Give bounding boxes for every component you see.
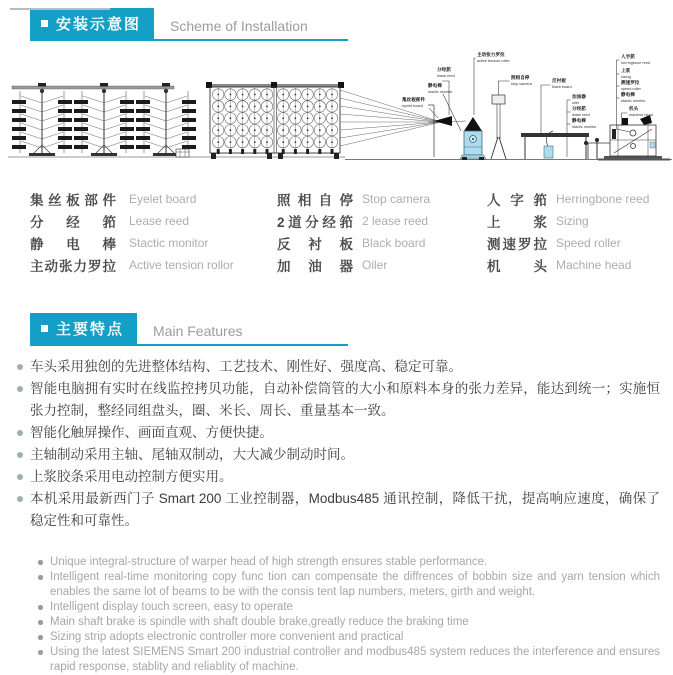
- label-eyelet-board: 集丝板部件: [402, 97, 425, 102]
- bullet-icon: [38, 560, 43, 565]
- glossary-term-en: Active tension rollor: [129, 258, 234, 272]
- label-sizing: 上浆: [621, 68, 631, 73]
- glossary-term-zh: 照相自停: [277, 193, 353, 208]
- glossary-row: [277, 210, 487, 232]
- glossary-row: [30, 254, 277, 276]
- glossary-term-zh: 测速罗拉: [487, 237, 547, 252]
- page-top-edge: [10, 8, 110, 10]
- bullet-icon: [38, 650, 43, 655]
- glossary-row: [277, 188, 487, 210]
- glossary-term-zh: 2道分经筘: [277, 215, 353, 230]
- square-bullet-icon: [41, 325, 48, 332]
- svg-text:sizing: sizing: [621, 75, 631, 79]
- label-oiler: 加油器: [572, 94, 586, 99]
- svg-text:oiler: oiler: [572, 101, 580, 105]
- svg-text:lease reed: lease reed: [572, 113, 590, 117]
- glossary-column-3: [487, 188, 673, 276]
- glossary-row: [487, 254, 673, 276]
- feature-item-zh: [30, 488, 660, 532]
- glossary-column-2: [277, 188, 487, 276]
- bullet-icon: [17, 430, 23, 436]
- glossary-term-zh: 分经筘: [30, 215, 116, 230]
- glossary-term-en: Oiler: [362, 258, 388, 272]
- installation-title-en: Scheme of Installation: [170, 18, 308, 34]
- bullet-icon: [17, 474, 23, 480]
- label-active-tension-roller: 主动张力罗拉: [477, 52, 505, 57]
- features-title-zh: [30, 313, 137, 344]
- glossary-row: [30, 188, 277, 210]
- label-static-head: 静电棒: [621, 92, 635, 97]
- lease-reed-stand: [595, 138, 599, 159]
- features-title-zh-text: 主要特点: [56, 321, 125, 338]
- feature-item-en: [50, 570, 660, 600]
- glossary-term-en: 2 lease reed: [362, 214, 429, 228]
- bullet-icon: [17, 364, 23, 370]
- svg-text:lease reed: lease reed: [437, 74, 455, 78]
- label-static-right: 静电棒: [572, 118, 586, 123]
- feature-item-en: [50, 630, 660, 645]
- installation-title-zh-text: 安装示意图: [56, 16, 142, 33]
- feature-text: Sizing strip adopts electronic controller more convenient and practical: [50, 631, 404, 643]
- bobbin-grid: [213, 88, 338, 154]
- bobbin-frame-group: [206, 82, 344, 159]
- svg-text:machine head: machine head: [629, 113, 653, 117]
- glossary-row: [487, 210, 673, 232]
- feature-item-en: [50, 555, 660, 570]
- installation-section-header: [30, 8, 348, 41]
- active-tension-roller-unit: [460, 117, 486, 160]
- feature-item-zh: [30, 422, 660, 444]
- glossary-term-zh: 静电棒: [30, 237, 116, 252]
- yarn-threads: [340, 90, 441, 146]
- feature-item-zh: [30, 466, 660, 488]
- feature-text: 智能化触屏操作、画面直观、方便快捷。: [30, 425, 273, 440]
- glossary-row: [277, 254, 487, 276]
- glossary-term-en: Black board: [362, 236, 426, 250]
- svg-text:eyelet board: eyelet board: [402, 104, 423, 108]
- label-lease-reed-right: 分经筘: [572, 106, 586, 111]
- label-stop-camera: 照相自停: [511, 75, 530, 80]
- svg-text:herringbone reed: herringbone reed: [621, 61, 650, 65]
- glossary-row: [277, 232, 487, 254]
- svg-text:stactic monitor: stactic monitor: [621, 99, 646, 103]
- glossary-term-en: Machine head: [556, 258, 632, 272]
- control-box: [176, 149, 189, 157]
- features-title-en: Main Features: [153, 323, 243, 339]
- features-list-en: [50, 555, 660, 675]
- glossary-term-zh: 集丝板部件: [30, 193, 116, 208]
- eyelet-board-part: [428, 105, 452, 157]
- label-black-board: 反衬板: [552, 78, 566, 83]
- bullet-icon: [38, 635, 43, 640]
- bullet-icon: [17, 452, 23, 458]
- glossary-term-zh: 机头: [487, 259, 547, 274]
- features-list-zh: [30, 356, 660, 532]
- glossary-row: [30, 210, 277, 232]
- label-machine-head: 机头: [629, 106, 639, 111]
- svg-text:active tension roller: active tension roller: [477, 59, 510, 63]
- feature-text: 主轴制动采用主轴、尾轴双制动，大大减少制动时间。: [30, 447, 354, 462]
- feature-item-zh: [30, 378, 660, 422]
- feature-text: 上浆胶条采用电动控制方便实用。: [30, 469, 233, 484]
- bullet-icon: [38, 605, 43, 610]
- bullet-icon: [38, 575, 43, 580]
- svg-text:speed roller: speed roller: [621, 87, 641, 91]
- feature-text: 本机采用最新西门子 Smart 200 工业控制器，Modbus485 通讯控制，降低干扰，提高响应速度，确保了稳定性和可靠性。: [30, 491, 660, 528]
- feature-text: Intelligent real-time monitoring copy func tion can compensate the diffrences of bobbin size and yarn tension which enables the same lot of beams to be with the consis tent lap numbers, meters, girth and weight.: [50, 571, 660, 598]
- glossary-term-zh: 人字筘: [487, 193, 547, 208]
- label-static-left: 静电棒: [428, 83, 442, 88]
- glossary-term-zh: 主动张力罗拉: [30, 259, 116, 274]
- glossary-table: [30, 188, 673, 276]
- bullet-icon: [17, 496, 23, 502]
- features-section-header: [30, 313, 348, 346]
- glossary-row: [487, 188, 673, 210]
- glossary-term-zh: 加油器: [277, 259, 353, 274]
- feature-text: Main shaft brake is spindle with shaft double brake,greatly reduce the braking time: [50, 616, 469, 628]
- label-speed-roller: 测速罗拉: [621, 80, 640, 85]
- diagram-labels: [402, 51, 653, 129]
- leader-lines: [429, 58, 630, 157]
- glossary-term-zh: 上浆: [487, 215, 547, 230]
- feature-text: 车头采用独创的先进整体结构、工艺技术、刚性好、强度高、稳定可靠。: [30, 359, 462, 374]
- square-bullet-icon: [41, 20, 48, 27]
- stop-camera-stand: [491, 95, 506, 159]
- bullet-icon: [38, 620, 43, 625]
- label-herringbone-reed: 人字筘: [621, 54, 635, 59]
- machine-head-group: [584, 115, 662, 159]
- feature-text: Unique integral-structure of warper head of high strength ensures stable performance.: [50, 556, 488, 568]
- installation-title-zh: [30, 8, 154, 39]
- svg-text:stactic monitor: stactic monitor: [572, 125, 597, 129]
- glossary-column-1: [30, 188, 277, 276]
- feature-item-en: [50, 600, 660, 615]
- blackboard-table: [521, 133, 589, 159]
- ground-lines: [8, 157, 672, 160]
- feature-item-en: [50, 645, 660, 675]
- feature-text: 智能电脑拥有实时在线监控拷贝功能，自动补偿筒管的大小和原料本身的张力差异，能达到统一；实施恒张力控制，整经同组盘头，圈、米长、周长、重量基本一致。: [30, 381, 660, 418]
- glossary-term-en: Sizing: [556, 214, 589, 228]
- glossary-term-en: Stop camera: [362, 192, 431, 206]
- glossary-term-zh: 反衬板: [277, 237, 353, 252]
- svg-text:black board: black board: [552, 85, 572, 89]
- bullet-icon: [17, 386, 23, 392]
- feature-text: Intelligent display touch screen, easy to operate: [50, 601, 293, 613]
- glossary-term-en: Stactic monitor: [129, 236, 209, 250]
- glossary-term-en: Herringbone reed: [556, 192, 650, 206]
- glossary-row: [30, 232, 277, 254]
- svg-text:stop camera: stop camera: [511, 82, 532, 86]
- installation-diagram: [0, 45, 673, 185]
- glossary-row: [487, 232, 673, 254]
- label-lease-reed-left: 分经筘: [437, 67, 451, 72]
- glossary-term-en: Eyelet board: [129, 192, 197, 206]
- feature-item-zh: [30, 356, 660, 378]
- creel-group: [12, 83, 196, 156]
- svg-text:stactic monitor: stactic monitor: [428, 90, 453, 94]
- glossary-term-en: Speed roller: [556, 236, 621, 250]
- feature-item-en: [50, 615, 660, 630]
- feature-text: Using the latest SIEMENS Smart 200 industrial controller and modbus485 system reduces the interference and ensures rapid response, stablity and reliablity of machine.: [50, 646, 660, 673]
- feature-item-zh: [30, 444, 660, 466]
- glossary-term-en: Lease reed: [129, 214, 190, 228]
